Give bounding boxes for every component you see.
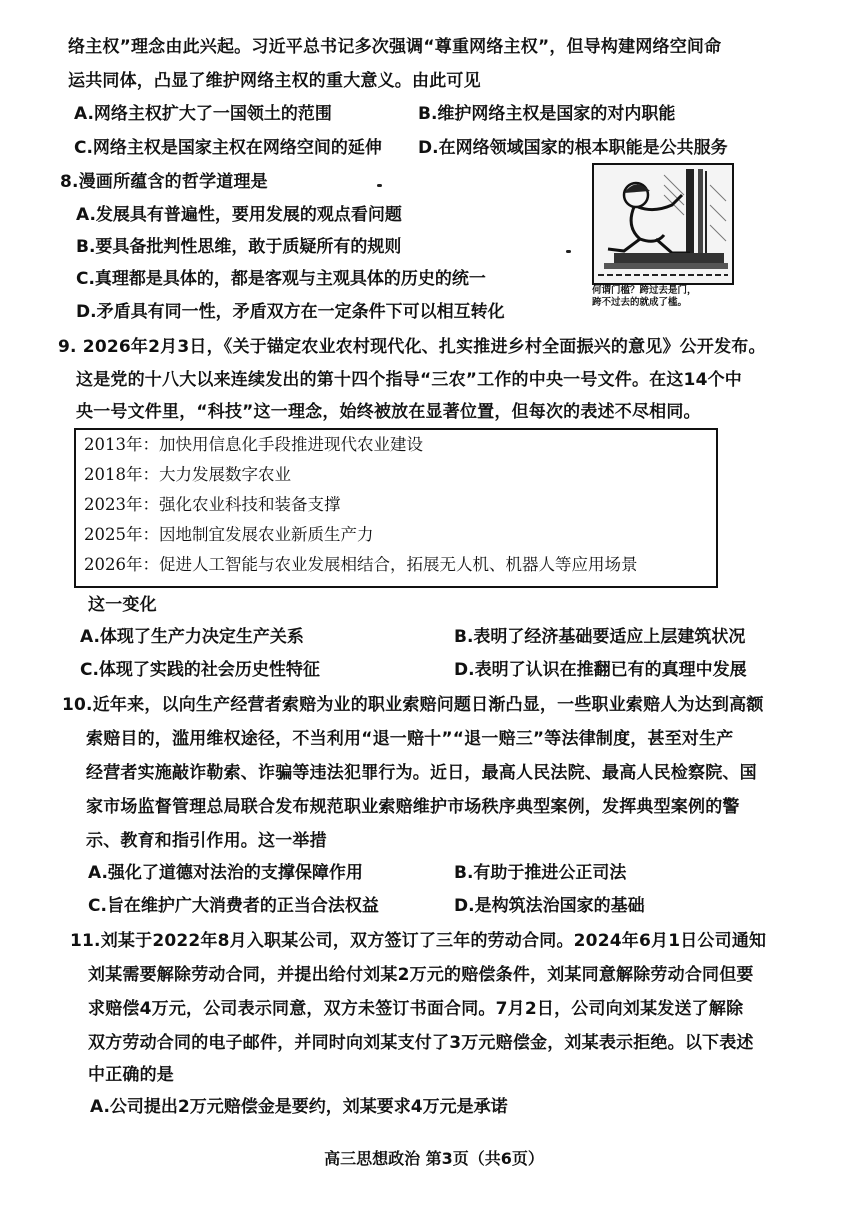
scan-speck xyxy=(377,184,382,187)
q9-box-entry: 2018年：大力发展数字农业 xyxy=(84,465,291,484)
q10-stem-line-3: 经营者实施敲诈勒索、诈骗等违法犯罪行为。近日，最高人民法院、最高人民检察院、国 xyxy=(86,763,757,783)
q9-option-c: C.体现了实践的社会历史性特征 xyxy=(80,660,320,680)
q10-option-c: C.旨在维护广大消费者的正当合法权益 xyxy=(88,896,379,916)
q8-option-a: A.发展具有普遍性，要用发展的观点看问题 xyxy=(76,205,402,225)
q8-stem: 8.漫画所蕴含的哲学道理是 xyxy=(60,172,268,192)
q9-box-entry: 2013年：加快用信息化手段推进现代农业建设 xyxy=(84,435,423,454)
cartoon-image xyxy=(592,163,734,285)
q10-stem-line-4: 家市场监督管理总局联合发布规范职业索赔维护市场秩序典型案例，发挥典型案例的警 xyxy=(86,797,740,817)
q10-stem-line-2: 索赔目的，滥用维权途径，不当利用“退一赔十”“退一赔三”等法律制度，甚至对生产 xyxy=(86,729,734,749)
page-footer: 高三思想政治 第3页（共6页） xyxy=(324,1149,544,1168)
scan-speck xyxy=(566,250,571,253)
q11-stem-line-5: 中正确的是 xyxy=(88,1065,174,1085)
cartoon-caption-line-2: 跨不过去的就成了槛。 xyxy=(592,297,688,308)
q11-stem-line-4: 双方劳动合同的电子邮件，并同时向刘某支付了3万元赔偿金，刘某表示拒绝。以下表述 xyxy=(88,1033,754,1053)
q9-box-entry: 2025年：因地制宜发展农业新质生产力 xyxy=(84,525,374,544)
q7-option-b: B.维护网络主权是国家的对内职能 xyxy=(418,104,676,124)
intro-line-1: 络主权”理念由此兴起。习近平总书记多次强调“尊重网络主权”，但导构建网络空间命 xyxy=(68,37,722,57)
q8-option-c: C.真理都是具体的，都是客观与主观具体的历史的统一 xyxy=(76,269,486,289)
q9-option-b: B.表明了经济基础要适应上层建筑状况 xyxy=(454,627,746,647)
q9-box-entry: 2026年：促进人工智能与农业发展相结合，拓展无人机、机器人等应用场景 xyxy=(84,555,638,574)
intro-line-2: 运共同体，凸显了维护网络主权的重大意义。由此可见 xyxy=(68,71,481,91)
threshold-cartoon-illustration xyxy=(594,165,732,283)
q9-box-entry: 2023年：强化农业科技和装备支撑 xyxy=(84,495,341,514)
q9-material-box xyxy=(74,428,718,588)
q9-stem-line-2: 这是党的十八大以来连续发出的第十四个指导“三农”工作的中央一号文件。在这14个中 xyxy=(76,370,743,390)
q11-stem-line-1: 11.刘某于2022年8月入职某公司，双方签订了三年的劳动合同。2024年6月1日公司通知 xyxy=(70,931,767,951)
cartoon-caption-line-1: 何谓门槛？跨过去是门， xyxy=(592,285,697,296)
q10-option-d: D.是构筑法治国家的基础 xyxy=(454,896,645,916)
q9-option-d: D.表明了认识在推翻已有的真理中发展 xyxy=(454,660,747,680)
q7-option-c: C.网络主权是国家主权在网络空间的延伸 xyxy=(74,138,382,158)
q10-stem-line-5: 示、教育和指引作用。这一举措 xyxy=(86,831,327,851)
q11-option-a: A.公司提出2万元赔偿金是要约，刘某要求4万元是承诺 xyxy=(90,1097,508,1117)
q9-stem-line-3: 央一号文件里，“科技”这一理念，始终被放在显著位置，但每次的表述不尽相同。 xyxy=(76,402,701,422)
q10-option-b: B.有助于推进公正司法 xyxy=(454,863,627,883)
q8-option-d: D.矛盾具有同一性，矛盾双方在一定条件下可以相互转化 xyxy=(76,302,505,322)
q9-option-a: A.体现了生产力决定生产关系 xyxy=(80,627,304,647)
q9-stem-line-1: 9. 2026年2月3日，《关于锚定农业农村现代化、扎实推进乡村全面振兴的意见》公开发布。 xyxy=(58,337,766,357)
q7-option-d: D.在网络领域国家的根本职能是公共服务 xyxy=(418,138,728,158)
q11-stem-line-3: 求赔偿4万元，公司表示同意，双方未签订书面合同。7月2日，公司向刘某发送了解除 xyxy=(88,999,744,1019)
q11-stem-line-2: 刘某需要解除劳动合同，并提出给付刘某2万元的赔偿条件，刘某同意解除劳动合同但要 xyxy=(88,965,754,985)
q8-option-b: B.要具备批判性思维，敢于质疑所有的规则 xyxy=(76,237,402,257)
q9-tail: 这一变化 xyxy=(88,595,157,615)
q10-stem-line-1: 10.近年来，以向生产经营者索赔为业的职业索赔问题日渐凸显，一些职业索赔人为达到高额 xyxy=(62,695,764,715)
q7-option-a: A.网络主权扩大了一国领土的范围 xyxy=(74,104,332,124)
q10-option-a: A.强化了道德对法治的支撑保障作用 xyxy=(88,863,363,883)
